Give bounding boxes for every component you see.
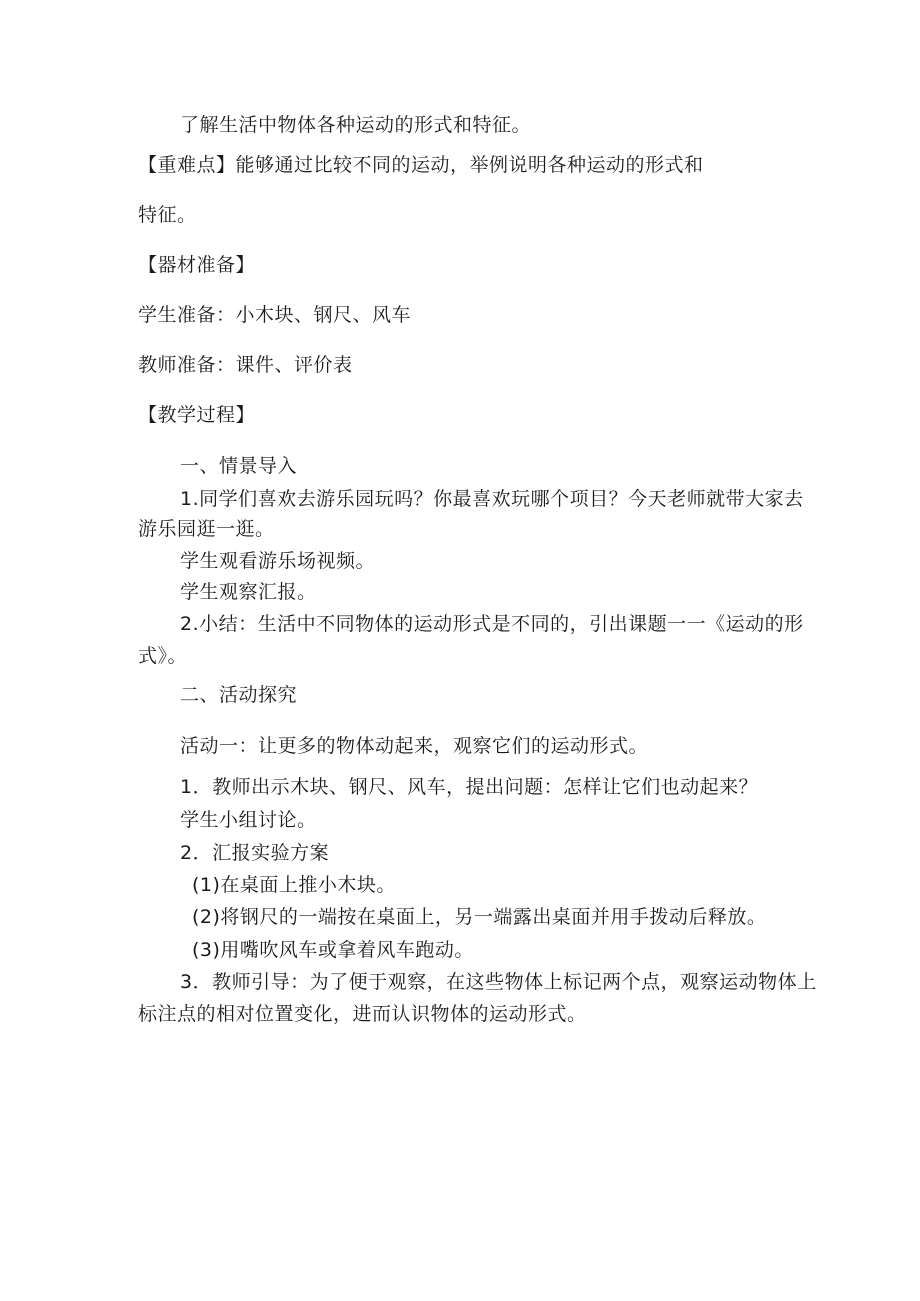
materials-heading: 【器材准备】: [138, 254, 256, 276]
section-1-heading: 一、情景导入: [180, 455, 298, 477]
teacher-materials: 教师准备：课件、评价表: [138, 354, 353, 376]
step-1-line-1: 1.同学们喜欢去游乐园玩吗？你最喜欢玩哪个项目？今天老师就带大家去: [180, 488, 804, 510]
activity-step-3-line-1: 3．教师引导：为了便于观察，在这些物体上标记两个点，观察运动物体上: [180, 971, 817, 993]
student-report: 学生观察汇报。: [180, 581, 317, 603]
key-difficulty-line-1: 【重难点】能够通过比较不同的运动，举例说明各种运动的形式和: [138, 154, 704, 176]
activity-step-3-line-2: 标注点的相对位置变化，进而认识物体的运动形式。: [138, 1003, 587, 1025]
summary-line-2: 式》。: [138, 645, 188, 667]
section-2-heading: 二、活动探究: [180, 684, 298, 706]
activity-step-2: 2．汇报实验方案: [180, 842, 330, 864]
activity-1-title: 活动一：让更多的物体动起来，观察它们的运动形式。: [180, 735, 649, 757]
activity-step-1: 1．教师出示木块、钢尺、风车，提出问题：怎样让它们也动起来？: [180, 776, 759, 798]
process-heading: 【教学过程】: [138, 404, 256, 426]
plan-item-1: (1)在桌面上推小木块。: [192, 874, 396, 896]
student-watch-video: 学生观看游乐场视频。: [180, 550, 376, 572]
summary-line-1: 2.小结：生活中不同物体的运动形式是不同的，引出课题一一《运动的形: [180, 613, 804, 635]
step-1-line-2: 游乐园逛一逛。: [138, 518, 275, 540]
intro-paragraph: 了解生活中物体各种运动的形式和特征。: [180, 114, 532, 136]
plan-item-3: (3)用嘴吹风车或拿着风车跑动。: [192, 939, 474, 961]
group-discussion: 学生小组讨论。: [180, 809, 317, 831]
key-difficulty-line-2: 特征。: [138, 204, 197, 226]
plan-item-2: (2)将钢尺的一端按在桌面上，另一端露出桌面并用手拨动后释放。: [192, 906, 767, 928]
student-materials: 学生准备：小木块、钢尺、风车: [138, 304, 412, 326]
